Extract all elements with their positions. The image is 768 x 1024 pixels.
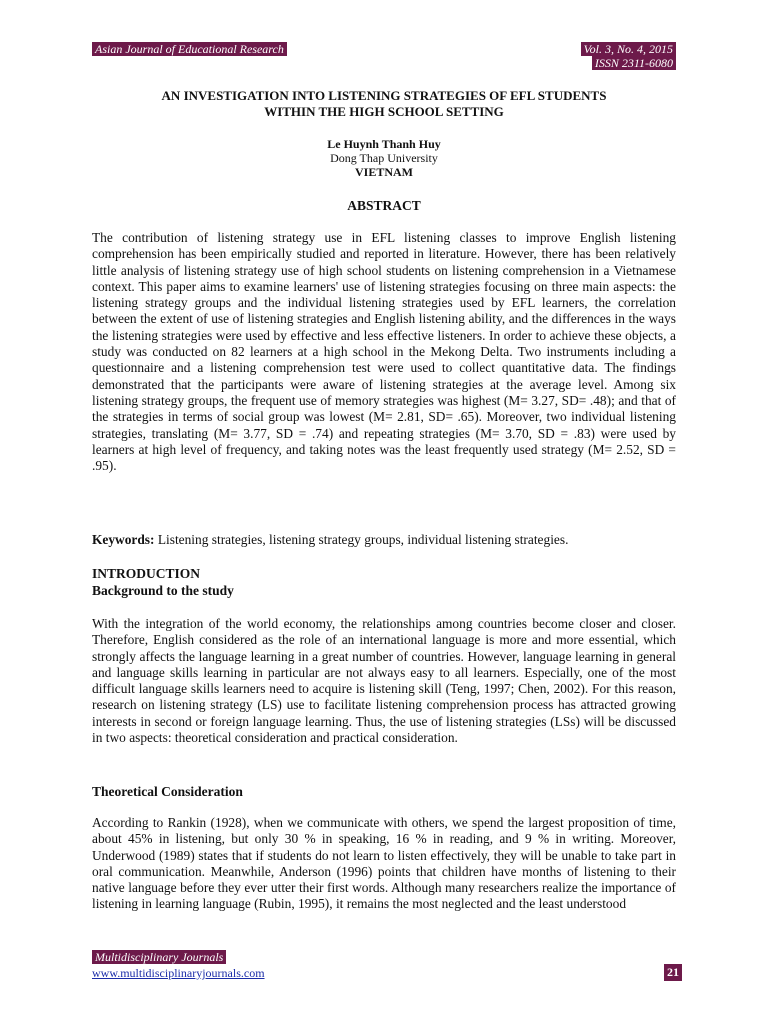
background-heading: Background to the study: [92, 583, 234, 598]
keywords-text: Listening strategies, listening strategy groups, individual listening strategies.: [154, 532, 569, 547]
title-line-1: AN INVESTIGATION INTO LISTENING STRATEGIES OF EFL STUDENTS: [161, 88, 607, 103]
abstract-text: The contribution of listening strategy use in EFL listening classes to improve English listening comprehension has been empirically studied and reported in literature. However, there has been relatively little analysis of listening strategy use of high school students on listening comprehension in a Vietnamese context. This paper aims to examine learners' use of listening strategies focusing on three main aspects: the listening strategy groups and the individual listening strategies used by EFL learners, the correlation between the extent of use of listening strategies and English listening ability, and the differences in the ways the listening strategies were used by effective and less effective listeners. In order to achieve these objects, a study was conducted on 82 learners at a high school in the Mekong Delta. Two instruments including a questionnaire and a listening comprehension test were used to collect quantitative data. The findings demonstrated that the participants were aware of listening strategies at the average level. Among six listening strategy groups, the frequent use of memory strategies was highest (M= 3.27, SD= .48); and that of the strategies in terms of social group was lowest (M= 2.81, SD= .65). Moreover, two individual listening strategies, translating (M= 3.77, SD = .74) and repeating strategies (M= 3.70, SD = .83) were used by learners at high level of frequency, and taking notes was the least frequently used strategy (M= 2.52, SD = .95).: [92, 230, 676, 474]
keywords-label: Keywords:: [92, 532, 155, 547]
footer-journal: Multidisciplinary Journals: [92, 950, 226, 964]
journal-name: Asian Journal of Educational Research: [92, 42, 287, 56]
theory-heading: Theoretical Consideration: [92, 784, 243, 799]
issn: ISSN 2311-6080: [592, 56, 676, 70]
background-text: With the integration of the world economy, the relationships among countries become closer and closer. Therefore, English considered as the role of an international language is more and more essential, which strongly affects the language learning in a great number of countries. However, language learning in general and language skills learning in particular are not always easy to all learners. Especially, one of the most difficult language skills learners need to acquire is listening skill (Teng, 1997; Chen, 2002). For this reason, research on listening strategy (LS) use to facilitate listening comprehension process has attracted growing interests in second or foreign language learning. Thus, the use of listening strategies (LSs) will be discussed in two aspects: theoretical consideration and practical consideration.: [92, 616, 676, 746]
volume-info: Vol. 3, No. 4, 2015: [581, 42, 676, 56]
title-line-2: WITHIN THE HIGH SCHOOL SETTING: [264, 104, 504, 119]
author-block: [92, 137, 676, 179]
author-name: Le Huynh Thanh Huy: [327, 137, 441, 151]
abstract-heading: ABSTRACT: [347, 198, 421, 213]
page-number: 21: [664, 964, 682, 981]
paper-title: [92, 88, 676, 120]
author-affiliation: Dong Thap University: [330, 151, 438, 165]
author-country: VIETNAM: [354, 165, 413, 179]
theory-text: According to Rankin (1928), when we communicate with others, we spend the largest proposition of time, about 45% in listening, but only 30 % in speaking, 16 % in reading, and 9 % in writing. Moreover, Underwood (1989) states that if students do not learn to listen effectively, they will be unable to take part in oral communication. Meanwhile, Anderson (1996) points that children have months of listening to their native language before they ever utter their first words. Although many researchers realize the importance of listening in learning language (Rubin, 1995), it remains the most neglected and the least understood: [92, 815, 676, 912]
page-footer: [92, 950, 679, 990]
introduction-heading: INTRODUCTION: [92, 566, 201, 581]
footer-url-link[interactable]: www.multidisciplinaryjournals.com: [92, 966, 265, 980]
running-header: [92, 42, 676, 72]
keywords: [92, 532, 676, 548]
